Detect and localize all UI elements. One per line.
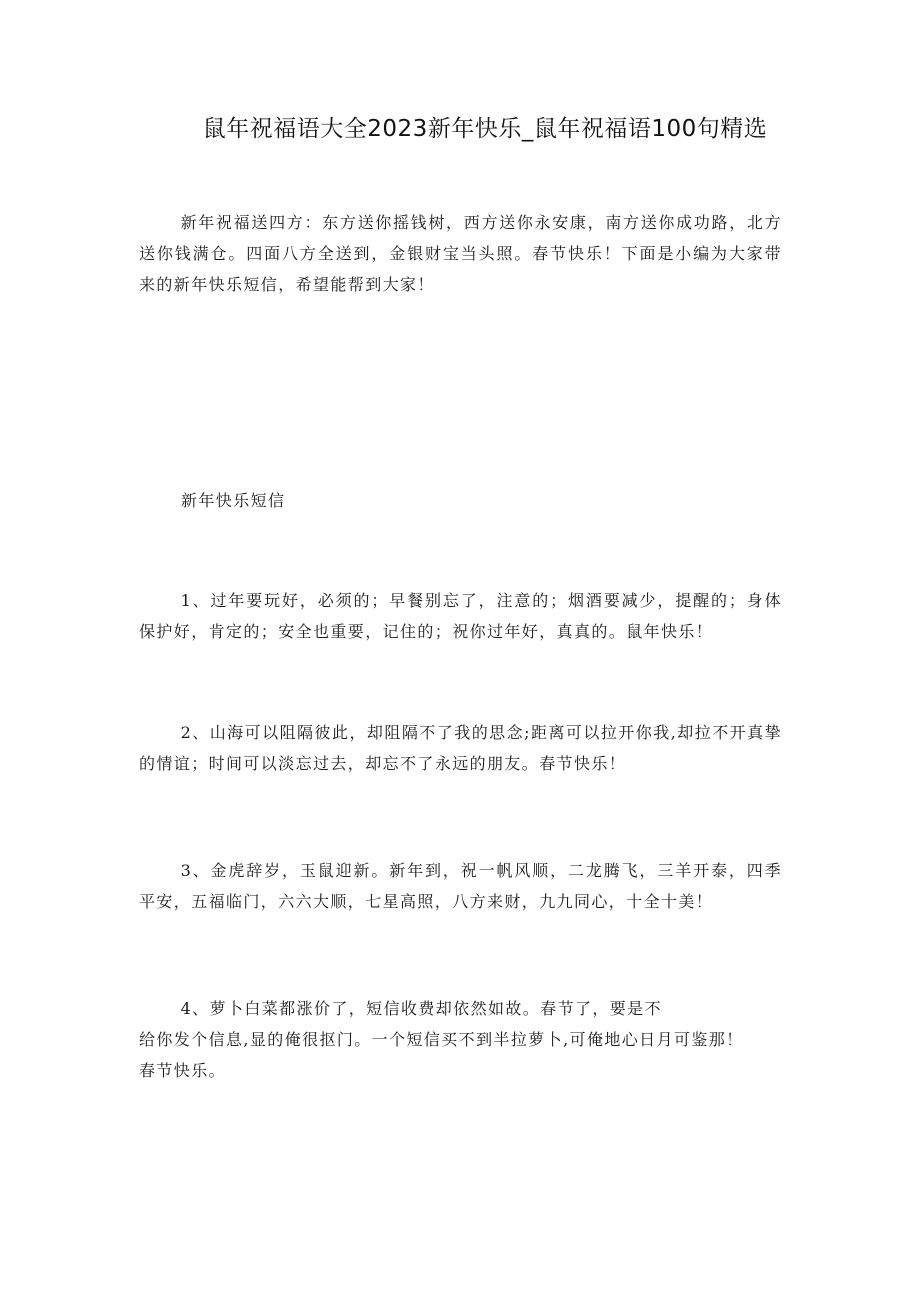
greeting-item-3: 3、金虎辞岁，玉鼠迎新。新年到，祝一帆风顺，二龙腾飞，三羊开泰，四季平安，五福临门，六六大顺，七星高照，八方来财，九九同心，十全十美！	[139, 861, 782, 911]
greeting-item-4-line-1: 4、萝卜白菜都涨价了，短信收费却依然如故。春节了，要是不	[180, 999, 662, 1018]
intro-paragraph: 新年祝福送四方：东方送你摇钱树，西方送你永安康，南方送你成功路，北方送你钱满仓。四面八方全送到，金银财宝当头照。春节快乐！下面是小编为大家带来的新年快乐短信，希望能帮到大家！	[139, 213, 782, 294]
greeting-item-1: 1、过年要玩好，必须的；早餐别忘了，注意的；烟酒要减少，提醒的；身体保护好，肯定的；安全也重要，记住的；祝你过年好，真真的。鼠年快乐！	[139, 591, 782, 641]
greeting-item-4-line-2: 给你发个信息,显的俺很抠门。一个短信买不到半拉萝卜,可俺地心日月可鉴那！	[139, 1030, 744, 1049]
document-title: 鼠年祝福语大全2023新年快乐_鼠年祝福语100句精选	[202, 116, 768, 142]
greeting-item-2: 2、山海可以阻隔彼此，却阻隔不了我的思念;距离可以拉开你我,却拉不开真挚的情谊；时间可以淡忘过去，却忘不了永远的朋友。春节快乐！	[139, 723, 782, 773]
greeting-item-4	[139, 993, 782, 1086]
section-heading: 新年快乐短信	[181, 491, 286, 510]
greeting-item-4-line-3: 春节快乐。	[139, 1061, 227, 1080]
